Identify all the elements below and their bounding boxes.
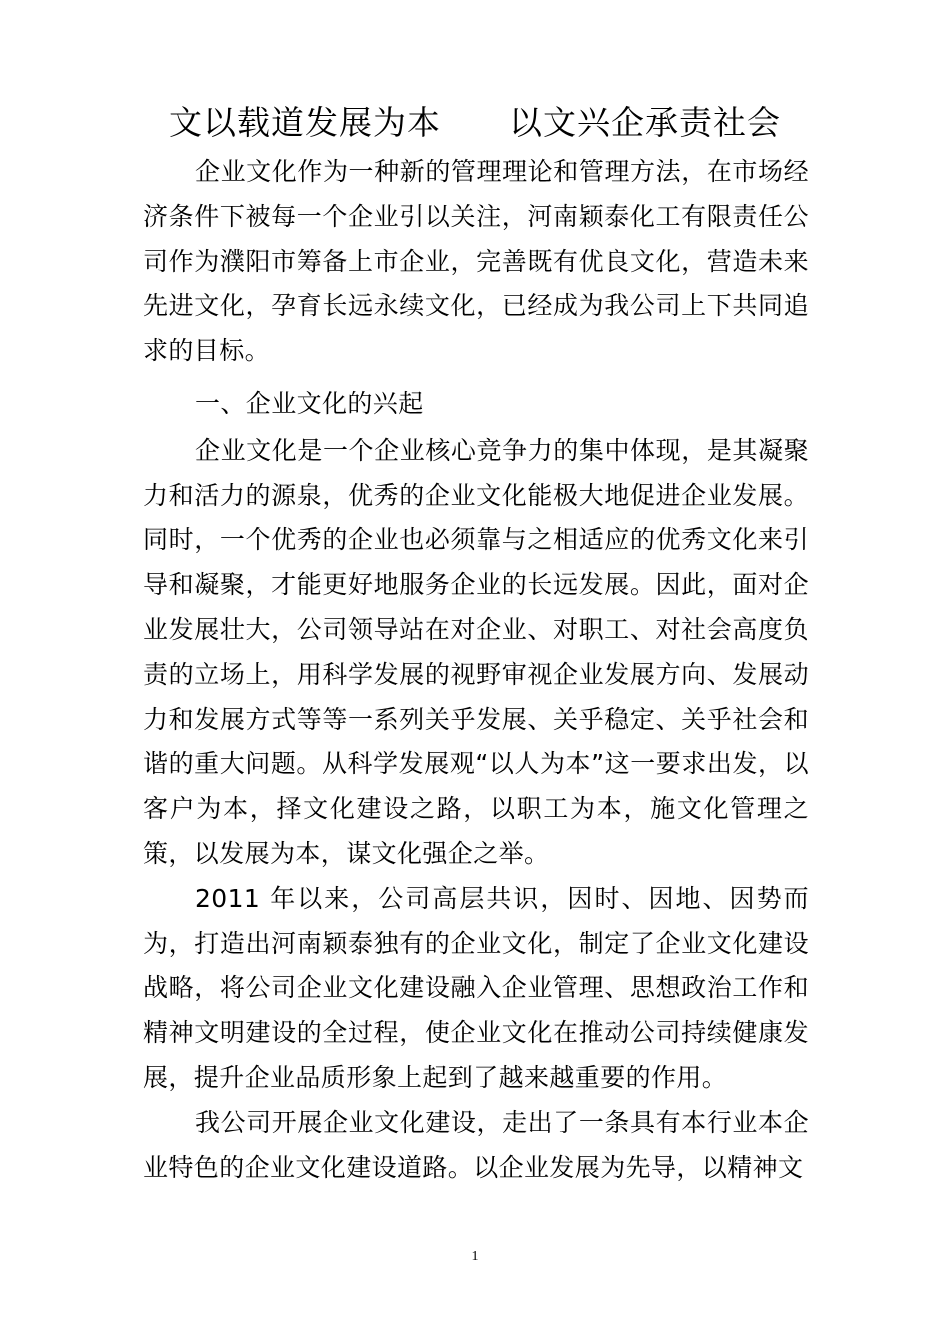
paragraph-2011: 2011 年以来，公司高层共识，因时、因地、因势而为，打造出河南颖泰独有的企业文化，制定了企业文化建设战略，将公司企业文化建设融入企业管理、思想政治工作和精神文明建设的全过程，使企业文化在推动公司持续健康发展，提升企业品质形象上起到了越来越重要的作用。 (143, 883, 809, 1092)
paragraph-path: 我公司开展企业文化建设，走出了一条具有本行业本企业特色的企业文化建设道路。以企业发展为先导，以精神文 (143, 1107, 809, 1182)
section-heading: 一、企业文化的兴起 (195, 388, 424, 418)
paragraph-rise: 企业文化是一个企业核心竞争力的集中体现，是其凝聚力和活力的源泉，优秀的企业文化能极大地促进企业发展。同时，一个优秀的企业也必须靠与之相适应的优秀文化来引导和凝聚，才能更好地服务企业的长远发展。因此，面对企业发展壮大，公司领导站在对企业、对职工、对社会高度负责的立场上，用科学发展的视野审视企业发展方向、发展动力和发展方式等等一系列关乎发展、关乎稳定、关乎社会和谐的重大问题。从科学发展观“以人为本”这一要求出发，以客户为本，择文化建设之路，以职工为本，施文化管理之策，以发展为本，谋文化强企之举。 (143, 435, 809, 868)
document-body (143, 150, 809, 1190)
paragraph-intro: 企业文化作为一种新的管理理论和管理方法，在市场经济条件下被每一个企业引以关注，河南颖泰化工有限责任公司作为濮阳市筹备上市企业，完善既有优良文化，营造未来先进文化，孕育长远永续文化，已经成为我公司上下共同追求的目标。 (143, 157, 809, 366)
page-number: 1 (471, 1249, 479, 1264)
document-title: 文以载道发展为本 以文兴企承责社会 (169, 103, 781, 142)
